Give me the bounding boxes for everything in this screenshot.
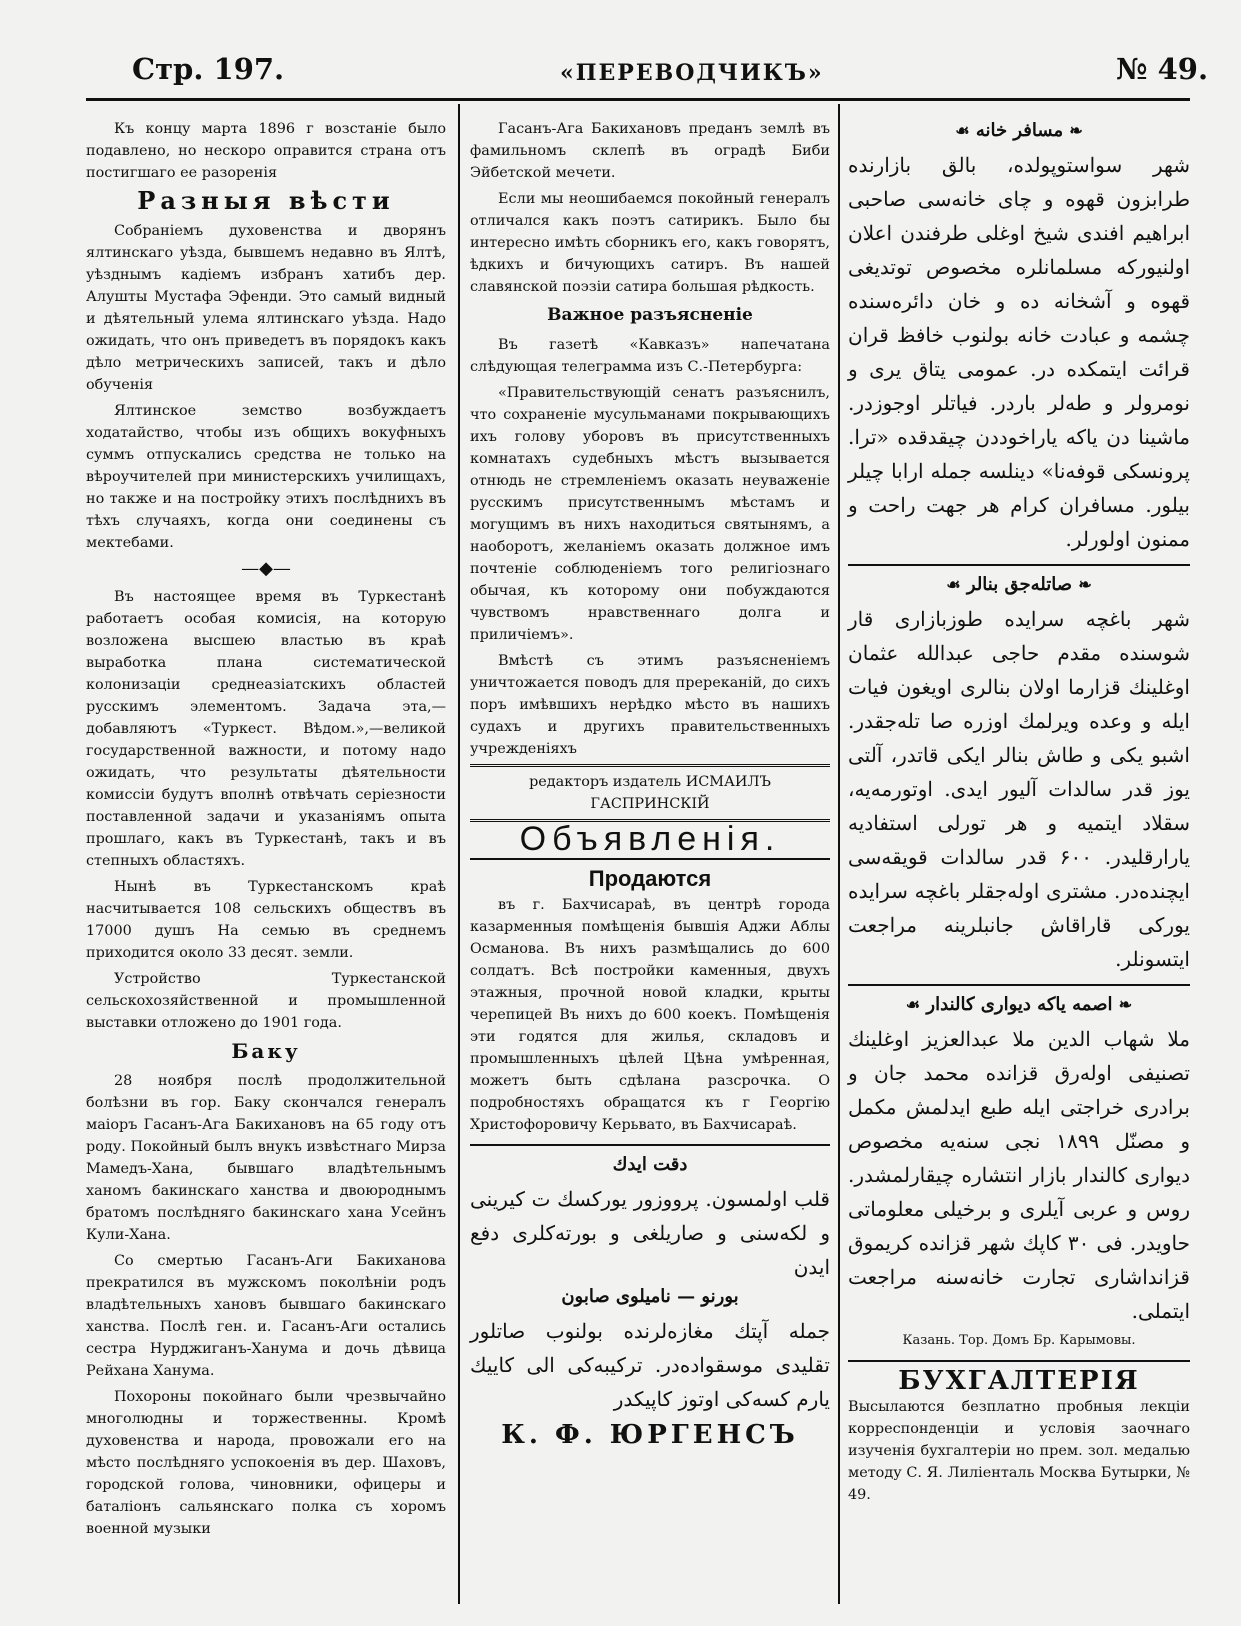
divider — [470, 858, 830, 860]
inn-ad-heading — [848, 120, 1190, 142]
paragraph: Вмѣстѣ съ этимъ разъясненіемъ уничтожается поводъ для пререканій, до сихъ поръ имѣвшихъ нерѣдко мѣсто въ нашихъ судахъ и другихъ правительственныхъ учрежденіяхъ — [470, 653, 830, 757]
newspaper-title: «ПЕРЕВОДЧИКЪ» — [560, 60, 824, 86]
ornament-icon: ☙ — [955, 121, 970, 140]
soap-ad-text-2 — [470, 1314, 830, 1416]
inn-ad-title: مسافر خانه — [975, 120, 1064, 141]
ornament-icon: ❧ — [1069, 121, 1083, 140]
paragraph: Ялтинское земство возбуждаетъ ходатайство, чтобы изъ общихъ вокуфныхъ суммъ отпускались средства не только на вѣроучителей при министерскихъ училищахъ, но также и на постройку этихъ послѣднихъ въ тѣхъ случаяхъ, когда они соединены съ мектебами. — [86, 403, 446, 551]
right-column — [848, 118, 1190, 1510]
column-rule-right — [838, 104, 840, 1604]
ornament-icon: ☙ — [905, 995, 921, 1014]
ornament-icon: ❧ — [1118, 995, 1133, 1014]
paragraph: Нынѣ въ Туркестанскомъ краѣ насчитывается 108 сельскихъ обществъ въ 17000 душъ На семью въ среднемъ приходится около 33 десят. земли. — [86, 879, 446, 961]
paragraph: Если мы неошибаемся покойный генералъ отличался какъ поэтъ сатирикъ. Было бы интересно имѣть сборникъ его, какъ говорятъ, ѣдкихъ и бичующихъ сатиръ. Въ нашей славянской поэзіи сатира большая рѣдкость. — [470, 191, 830, 295]
paragraph: Устройство Туркестанской сельскохозяйственной и промышленной выставки отложено до 1901 года. — [86, 971, 446, 1031]
bookkeeping-ad-text: Высылаются безплатно пробныя лекціи корреспонденціи и условія заочнаго изученія бухгалтеріи но прем. зол. медалью методу С. Я. Лиліенталь Москва Бутырки, № 49. — [848, 1399, 1190, 1503]
section-heading-news: Разныя вѣсти — [137, 186, 395, 215]
sale-ad-heading — [848, 574, 1190, 596]
left-column — [86, 118, 446, 1544]
divider — [470, 1144, 830, 1146]
calendar-ad-text — [848, 1022, 1190, 1328]
middle-column — [470, 118, 830, 1450]
ads-title: Объявленія. — [519, 820, 781, 858]
divider-ornament: —◆— — [241, 558, 291, 579]
arabic-text: قلب اولمسون. پرووزور یورکسك ت کیرینی و لکه‌سنی و صاریلغی و بورته‌کلری دفع ایدن — [470, 1187, 830, 1279]
inn-ad-text — [848, 148, 1190, 556]
divider — [848, 984, 1190, 986]
sale-title: Продаются — [588, 866, 712, 891]
section-heading-clarification: Важное разъясненіе — [547, 305, 753, 325]
divider — [848, 564, 1190, 566]
calendar-ad-title: اصمه یاکه دیواری کالندار — [926, 994, 1113, 1015]
paragraph: «Правительствующій сенатъ разъяснилъ, что сохраненіе мусульманами покрывающихъ ихъ голову уборовъ въ присутственныхъ комнатахъ судебныхъ мѣстъ вызывается отнюдь не стремленіемъ оказать неуваженіе русскимъ присутственнымъ мѣстамъ и могущимъ въ нихъ находиться святынямъ, а наоборотъ, желаніемъ оказать должное имъ почтеніе соблюденіемъ того религіознаго обычая, къ которому они побуждаются чувствомъ нравственнаго долга и приличіемъ». — [470, 385, 830, 643]
arabic-text: جمله آپتك مغازه‌لرنده بولنوب صاتلور تقلیدی موسقواده‌در. ترکیبه‌کی الی کاییك یارم کسه‌کی اوتوز کاپیکدر — [470, 1319, 830, 1411]
soap-ad-text — [470, 1182, 830, 1284]
paragraph: Собраніемъ духовенства и дворянъ ялтинскаго уѣзда, бывшемъ недавно въ Ялтѣ, уѣзднымъ кадіемъ избранъ хатибъ дер. Алушты Мустафа Эфенди. Это самый видный и дѣятельный улема ялтинскаго уѣзда. Надо ожидать, что онъ приведетъ въ порядокъ какъ дѣло метрическихъ записей, такъ и дѣло обученія — [86, 223, 446, 393]
paragraph: Въ газетѣ «Кавказъ» напечатана слѣдующая телеграмма изъ С.-Петербурга: — [470, 337, 830, 375]
issue-number: № 49. — [1116, 52, 1209, 86]
sale-text: въ г. Бахчисараѣ, въ центрѣ города казарменныя помѣщенія бывшія Аджи Аблы Османова. Въ нихъ размѣщались до 600 солдатъ. Всѣ постройки каменныя, двухъ этажныя, прочной новой кладки, крыты черепицей Въ нихъ до 600 коекъ. Помѣщенія эти годятся для жилья, складовъ и промышленныхъ цѣлей Цѣна умѣренная, можетъ быть сдѣлана разсрочка. О подробностяхъ обращатся къ г Георгію Христофоровичу Керьвато, въ Бахчисараѣ. — [470, 897, 830, 1133]
soap-ad-heading: دقت ایدك — [612, 1154, 688, 1175]
arabic-text: شهر سواستوپولده، بالق بازارنده طرابزون قهوه و چای خانه‌سی صاحبی ابراهیم افندی شیخ اوغلی طرفندن اعلان اولنیورکه مسلمانلره مخصوص توتدیغی قهوه و آشخانه ده و خان دائره‌سنده چشمه و عبادت خانه بولنوب خافظ قران قرائت ایتمکده در. عمومی یتاق یری و نومرولر و طه‌لر باردر. فیاتلر اوجوزدر. ماشینا دن یاکه یاراخوددن چیقدقده «ترا. پرونسکی قوفه‌نا» دینلسه جمله ارابا چیلر بیلور. مسافران کرام هر جهت راحت و ممنون اولورلر. — [848, 153, 1190, 551]
ornament-icon: ☙ — [946, 575, 961, 594]
page-number: Стр. 197. — [132, 52, 285, 86]
paragraph: 28 ноября послѣ продолжительной болѣзни въ гор. Баку скончался генералъ маіоръ Гасанъ-Ага Бакихановъ на 65 году отъ роду. Покойный былъ внукъ извѣстнаго Мирза Мамедъ-Хана, бывшаго владѣтельнымъ ханомъ бакинскаго ханства и двоюроднымъ братомъ послѣдняго бакинскаго хана Усейнъ Кули-Хана. — [86, 1073, 446, 1243]
column-rule-left — [458, 104, 460, 1604]
soap-ad-subheading: بورنو — نامیلوی صابون — [561, 1286, 739, 1307]
paragraph: Въ настоящее время въ Туркестанѣ работаетъ особая комисія, на которую возложена высшею властью въ краѣ выработка плана систематической колонизаціи среднеазіатскихъ областей русскимъ элементомъ. Задача эта,— добавляютъ «Туркест. Вѣдом.»,—великой государственной важности, и потому надо ожидать, что результаты дѣятельности комиссіи будутъ вполнѣ отвѣчать серіезности поставленной задачи и указаніямъ опыта прошлаго, какъ въ Туркестанѣ, такъ и въ степныхъ областяхъ. — [86, 589, 446, 869]
sale-ad-text — [848, 602, 1190, 976]
paragraph: Похороны покойнаго были чрезвычайно многолюдны и торжественны. Кромѣ духовенства и народа, провожали его на мѣсто послѣдняго успокоенія въ дер. Шаховъ, городской голова, чиновники, офицеры и баталіонъ сальянскаго полка съ хоромъ военной музыки — [86, 1389, 446, 1537]
arabic-text: شهر باغچه سرایده طوزبازاری قار شوسنده مقدم حاجی عبدالله عثمان اوغلینك قزارما اولان بنالری اویغون فیات ایله و وعده ویرلمك اوزره صا تله‌جقدر. اشبو یکی و طاش بنالر ایکی قاتدر، آلتی یوز قدر سالدات آلیور ایدی. اوتورمه‌یه، سقلاد ایتمیه و هر تورلی استفادیه یارارقلیدر. ۶۰۰ قدر سالدات قویقه‌سی ایچنده‌در. مشتری اوله‌جقلر باغچه سرایده یورکی قاراقاش جانبلرینه مراجعت ایتسونلر. — [848, 607, 1191, 971]
paragraph: Къ концу марта 1896 г возстаніе было подавлено, но нескоро оправится страна отъ постигшаго ее разоренія — [86, 121, 446, 181]
bookkeeping-ad-title: БУХГАЛТЕРІЯ — [898, 1366, 1140, 1396]
header-rule — [86, 98, 1190, 101]
sale-ad-title: صاتله‌جق بنالر — [966, 574, 1073, 595]
arabic-text: ملا شهاب الدین ملا عبدالعزیز اوغلینك تصنیفی اوله‌رق قزانده محمد جان و برادری خراجتی ایله طبع ایدلمش مکمل و مصنّل ۱۸۹۹ نجی سنه‌یه مخصوص دیواری کالندار بازار انتشاره چیقارلمشدر. روس و عربی آیلری و برخیلی معلوماتی حاویدر. فی ۳۰ کاپك شهر قزانده کریموق قزانداشاری تجارت خانه‌سنه مراجعت ایتملی. — [848, 1027, 1191, 1323]
advertiser-signature: К. Ф. ЮРГЕНСЪ — [501, 1420, 799, 1450]
calendar-ad-heading — [848, 994, 1190, 1016]
divider — [848, 1360, 1190, 1362]
calendar-ad-publisher: Казань. Тор. Домъ Бр. Карымовы. — [902, 1333, 1136, 1348]
editor-line: редакторъ издатель ИСМАИЛЪ ГАСПРИНСКІЙ — [470, 764, 830, 822]
paragraph: Гасанъ-Ага Бакихановъ преданъ землѣ въ фамильномъ склепѣ въ оградѣ Биби Эйбетской мечети. — [470, 121, 830, 181]
ornament-icon: ❧ — [1078, 575, 1092, 594]
paragraph: Со смертью Гасанъ-Аги Бакиханова прекратился въ мужскомъ поколѣніи родъ владѣтельныхъ хановъ бывшаго бакинскаго ханства. Послѣ ген. и. Гасанъ-Аги остались сестра Нурджиганъ-Ханума и дочь дѣвица Рейхана Ханума. — [86, 1253, 446, 1379]
section-heading-baku: Баку — [231, 1039, 301, 1063]
